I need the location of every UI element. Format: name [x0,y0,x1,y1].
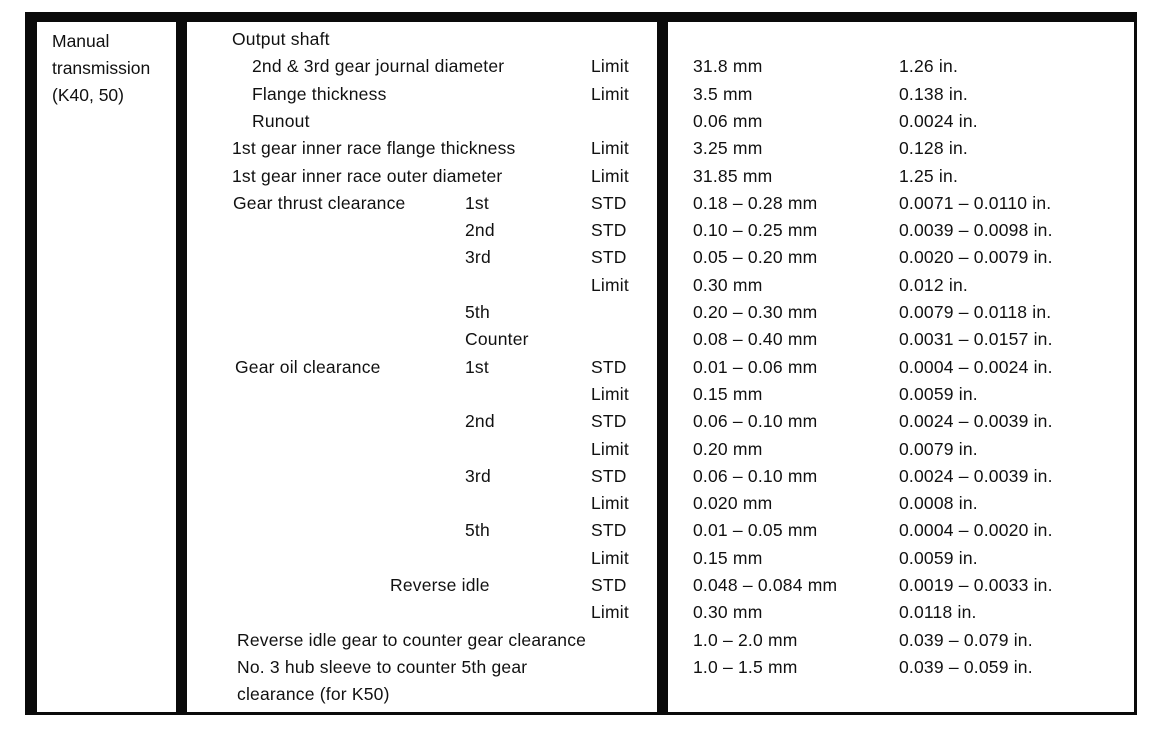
spec-metric-value: 0.30 mm [693,274,763,295]
spec-metric-value: 1.0 – 2.0 mm [693,629,798,650]
spec-metric-value: 0.06 mm [693,110,763,131]
spec-item: Runout [252,110,310,131]
spec-metric-value: 31.85 mm [693,165,773,186]
spec-metric-value: 1.0 – 1.5 mm [693,656,798,677]
spec-metric-value: 3.5 mm [693,83,753,104]
spec-type: Limit [591,547,629,568]
spec-imperial-value: 0.0004 – 0.0024 in. [899,356,1053,377]
spec-type: STD [591,356,627,377]
section-label-line: Manual [52,31,110,51]
spec-imperial-value: 0.012 in. [899,274,968,295]
spec-subitem: 5th [465,302,490,322]
spec-imperial-value: 1.25 in. [899,165,959,186]
spec-imperial-value: 0.0039 – 0.0098 in. [899,220,1053,241]
spec-item: 2nd & 3rd gear journal diameter [252,56,505,77]
spec-metric-value: 0.20 – 0.30 mm [693,302,818,322]
spec-item: Reverse idle gear to counter gear clearance [237,629,587,650]
spec-subitem: 1st [465,192,489,213]
spec-imperial-value: 0.0079 – 0.0118 in. [899,302,1052,322]
spec-metric-value: 0.10 – 0.25 mm [693,220,818,241]
spec-item: 1st gear inner race outer diameter [232,165,503,186]
spec-imperial-value: 0.0031 – 0.0157 in. [899,329,1053,350]
section-label-line: (K40, 50) [52,85,124,105]
spec-metric-value: 0.15 mm [693,383,763,404]
spec-imperial-value: 0.0059 in. [899,547,978,568]
spec-imperial-value: 0.0024 in. [899,110,978,131]
spec-type: Limit [591,383,629,404]
spec-type: Limit [591,165,629,186]
spec-item: Flange thickness [252,83,387,104]
spec-type: Limit [591,274,629,295]
spec-imperial-value: 0.0024 – 0.0039 in. [899,465,1053,486]
spec-type: STD [591,220,627,241]
spec-imperial-value: 0.039 – 0.059 in. [899,656,1033,677]
spec-subitem: 1st [465,356,489,377]
spec-item: Gear oil clearance [235,356,381,377]
spec-type: STD [591,247,627,268]
spec-imperial-value: 0.0118 in. [899,602,977,623]
spec-subitem: 5th [465,520,490,541]
spec-metric-value: 0.18 – 0.28 mm [693,192,818,213]
spec-subitem: Counter [465,329,529,350]
spec-item: Gear thrust clearance [233,192,406,213]
spec-imperial-value: 0.138 in. [899,83,968,104]
spec-metric-value: 31.8 mm [693,56,763,77]
spec-metric-value: 0.01 – 0.05 mm [693,520,818,541]
spec-metric-value: 0.06 – 0.10 mm [693,411,818,432]
spec-metric-value: 0.048 – 0.084 mm [693,575,838,595]
spec-subitem: Reverse idle [390,575,490,595]
spec-type: Limit [591,438,629,459]
spec-metric-value: 0.01 – 0.06 mm [693,356,818,377]
spec-imperial-value: 0.039 – 0.079 in. [899,629,1033,650]
spec-type: STD [591,192,627,213]
spec-type: Limit [591,493,629,514]
spec-metric-value: 0.15 mm [693,547,763,568]
section-label-line: transmission [52,58,151,78]
spec-metric-value: 3.25 mm [693,138,763,159]
spec-type: Limit [591,602,629,623]
spec-imperial-value: 0.128 in. [899,138,968,159]
spec-type: Limit [591,56,629,77]
spec-imperial-value: 0.0008 in. [899,493,978,514]
spec-imperial-value: 1.26 in. [899,56,959,77]
spec-imperial-value: 0.0019 – 0.0033 in. [899,575,1053,595]
spec-metric-value: 0.020 mm [693,493,773,514]
spec-metric-value: 0.20 mm [693,438,763,459]
spec-metric-value: 0.06 – 0.10 mm [693,465,818,486]
spec-imperial-value: 0.0024 – 0.0039 in. [899,411,1053,432]
spec-metric-value: 0.08 – 0.40 mm [693,329,818,350]
spec-imperial-value: 0.0071 – 0.0110 in. [899,192,1052,213]
spec-metric-value: 0.30 mm [693,602,763,623]
spec-type: STD [591,520,627,541]
spec-type: STD [591,465,627,486]
spec-subitem: 3rd [465,247,491,268]
spec-item: 1st gear inner race flange thickness [232,138,516,159]
spec-subitem: 2nd [465,411,495,432]
spec-type: STD [591,411,627,432]
spec-subitem: 3rd [465,465,491,486]
spec-imperial-value: 0.0079 in. [899,438,978,459]
spec-item: clearance (for K50) [237,684,390,705]
spec-subitem: 2nd [465,220,495,241]
spec-item: Output shaft [232,29,330,49]
spec-type: Limit [591,138,629,159]
spec-imperial-value: 0.0020 – 0.0079 in. [899,247,1053,268]
spec-metric-value: 0.05 – 0.20 mm [693,247,818,268]
section-column [37,22,176,712]
spec-item: No. 3 hub sleeve to counter 5th gear [237,656,528,677]
spec-imperial-value: 0.0004 – 0.0020 in. [899,520,1053,541]
spec-type: Limit [591,83,629,104]
section-label [52,28,150,109]
spec-type: STD [591,575,627,595]
spec-imperial-value: 0.0059 in. [899,383,978,404]
